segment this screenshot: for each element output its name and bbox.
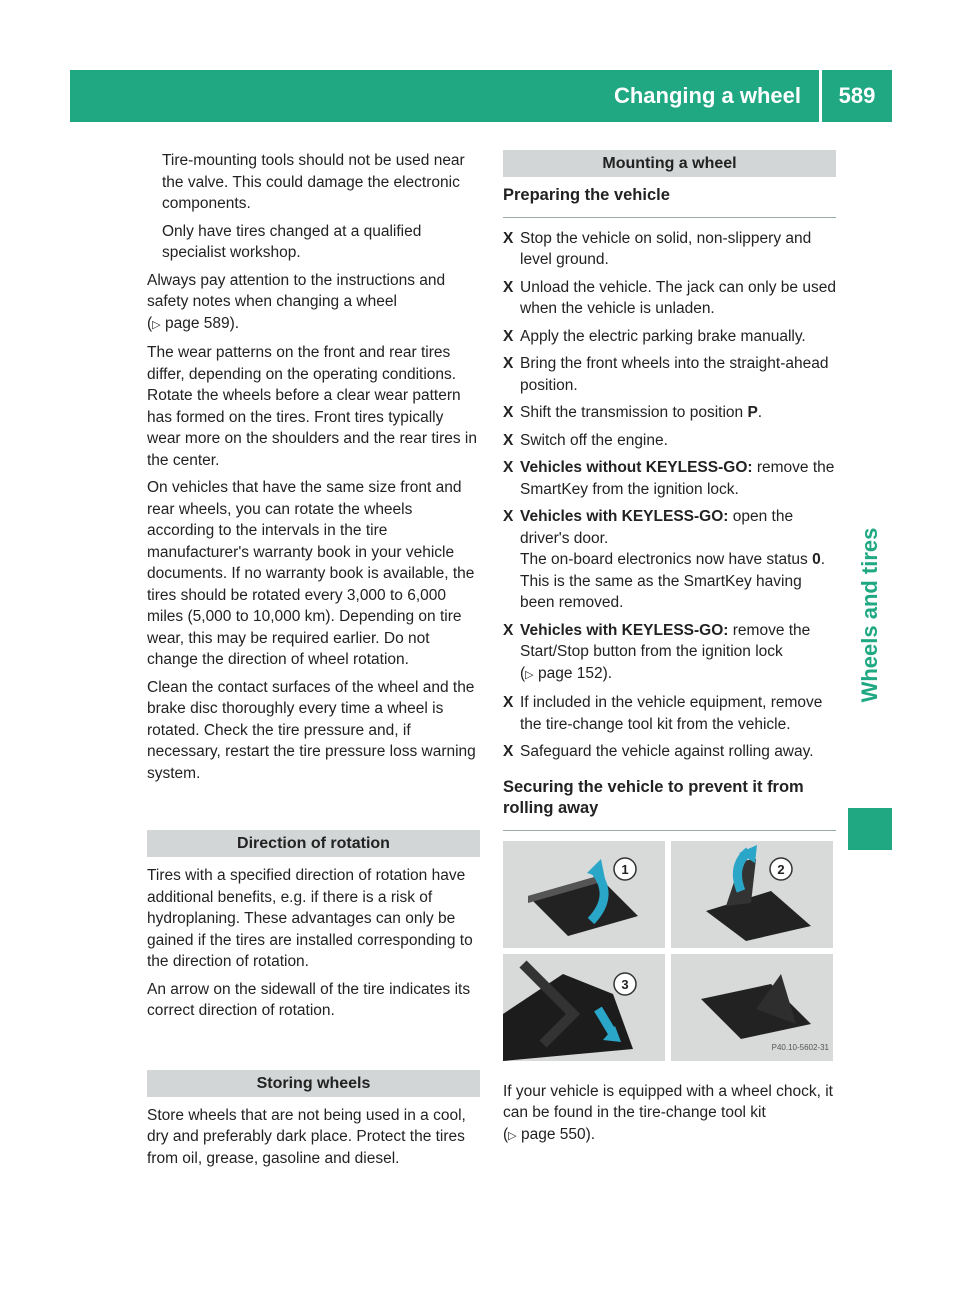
page-ref-icon: ▷ (152, 318, 161, 331)
page-ref-link[interactable]: page 550). (520, 1125, 596, 1143)
step-bold: Vehicles with KEYLESS-GO: (520, 508, 729, 525)
wheel-chock-figure (503, 841, 833, 1061)
step-item (503, 326, 836, 348)
figure-code: P40.10-5602-31 (771, 1043, 829, 1052)
step-item (503, 692, 836, 735)
step-text: Shift the transmission to position (520, 404, 748, 421)
step-text: Bring the front wheels into the straight-ahead position. (520, 355, 829, 394)
wheel-chock-lock-illustration (503, 954, 665, 1061)
callout-2-label: 2 (777, 861, 785, 877)
step-item (503, 430, 836, 452)
step-bold: Vehicles without KEYLESS-GO: (520, 459, 753, 476)
step-text: Switch off the engine. (520, 431, 668, 449)
step-bold: Vehicles with KEYLESS-GO: (520, 621, 729, 639)
section-heading: Direction of rotation (147, 830, 480, 857)
page-ref-icon: ▷ (525, 668, 534, 681)
side-tab (848, 500, 892, 730)
figure-panel-4 (671, 954, 833, 1061)
step-text: remove the Start/Stop button from the ignition lock (520, 621, 811, 660)
step-text: Safeguard the vehicle against rolling away. (520, 743, 814, 760)
section-heading: Storing wheels (147, 1070, 480, 1097)
step-marker-icon: X (503, 355, 514, 372)
figure-panel-1 (503, 841, 665, 948)
right-column (503, 150, 836, 1153)
page-number: 589 (838, 83, 876, 108)
body-paragraph: The wear patterns on the front and rear tires differ, depending on the operating conditions. Rotate the wheels before a clear wear pattern has formed on the tires. Front tires typically wear more on the shoulders and the rear tires in the center. (147, 344, 477, 469)
figure-panel-2 (671, 841, 833, 948)
step-note: . This is the same as the SmartKey having been removed. (520, 551, 826, 611)
body-paragraph: Store wheels that are not being used in a cool, dry and preferably dark place. Protect the tires from oil, grease, gasoline and diesel. (147, 1106, 466, 1167)
section-heading: Mounting a wheel (503, 150, 836, 177)
step-bold: P (747, 404, 758, 421)
step-list (503, 228, 836, 763)
step-marker-icon: X (503, 327, 514, 345)
body-paragraph: Clean the contact surfaces of the wheel and the brake disc thoroughly every time a wheel is rotated. Check the tire pressure and, if necessary, restart the tire pressure loss warning system. (147, 678, 476, 782)
chapter-title: Changing a wheel (614, 70, 822, 122)
step-marker-icon: X (503, 694, 514, 711)
body-paragraph: Always pay attention to the instructions and safety notes when changing a wheel (▷ page 589). (147, 271, 446, 332)
step-marker-icon: X (503, 508, 514, 525)
page-ref-link[interactable]: page 152). (537, 664, 613, 682)
step-text: Apply the electric parking brake manually. (520, 327, 806, 345)
wheel-chock-raised-illustration (671, 841, 833, 948)
step-text: If included in the vehicle equipment, remove the tire-change tool kit from the vehicle. (520, 694, 823, 733)
callout-1-label: 1 (621, 861, 629, 877)
step-item (503, 402, 836, 424)
page-header (70, 70, 892, 122)
step-text: Stop the vehicle on solid, non-slippery and level ground. (520, 229, 812, 268)
step-item (503, 506, 836, 614)
step-text: open the driver's door. (520, 508, 794, 547)
step-marker-icon: X (503, 431, 514, 449)
step-item (503, 457, 836, 500)
page-ref-icon: ▷ (508, 1129, 517, 1142)
step-item (503, 277, 836, 320)
step-marker-icon: X (503, 404, 514, 421)
step-text: . (757, 404, 763, 421)
page-ref-link[interactable]: page 589). (164, 314, 240, 332)
figure-panel-3 (503, 954, 665, 1061)
paragraph-text: Always pay attention to the instructions and safety notes when changing a wheel (147, 271, 446, 310)
note-paragraph: Only have tires changed at a qualified specialist workshop. (162, 222, 422, 261)
wheel-chock-folded-illustration (503, 841, 665, 948)
step-note: The on-board electronics now have status (520, 551, 813, 568)
step-item (503, 228, 836, 271)
divider (503, 830, 836, 831)
body-paragraph: Tires with a specified direction of rotation have additional benefits, e.g. if there is a risk of hydroplaning. These advantages can only be gained if the tires are installed corresponding to the direction of rotation. (147, 867, 473, 970)
subsection-heading: Preparing the vehicle (503, 186, 670, 204)
step-marker-icon: X (503, 621, 514, 639)
body-paragraph: If your vehicle is equipped with a wheel chock, it can be found in the tire-change tool kit (▷ page 550). (503, 1082, 833, 1143)
step-item (503, 741, 836, 763)
body-paragraph: On vehicles that have the same size front and rear wheels, you can rotate the wheels according to the intervals in the tire manufacturer's warranty book in your vehicle documents. If no warranty book is available, the tires should be rotated every 3,000 to 6,000 miles (5,000 to 10,000 km). Depending on tire wear, this may be required earlier. Do not change the direction of wheel rotation. (147, 479, 475, 668)
body-paragraph: An arrow on the sidewall of the tire indicates its correct direction of rotation. (147, 980, 471, 1019)
callout-3-label: 3 (621, 976, 629, 992)
paragraph-text: If your vehicle is equipped with a wheel chock, it can be found in the tire-change tool kit (503, 1082, 833, 1121)
step-marker-icon: X (503, 743, 514, 760)
step-marker-icon: X (503, 278, 514, 296)
step-text: Unload the vehicle. The jack can only be used when the vehicle is unladen. (520, 278, 836, 317)
step-marker-icon: X (503, 229, 514, 247)
divider (503, 217, 836, 218)
left-column (147, 150, 480, 1175)
step-item (503, 353, 836, 396)
step-text: remove the SmartKey from the ignition lock. (520, 459, 835, 498)
step-item: X Vehicles with KEYLESS-GO: remove the Start/Stop button from the ignition lock (▷ page 152). (503, 621, 811, 682)
step-bold: 0 (812, 551, 821, 568)
step-marker-icon: X (503, 459, 514, 476)
side-tab-label: Wheels and tires (857, 527, 882, 703)
side-marker (848, 808, 892, 850)
subsection-heading: Securing the vehicle to prevent it from rolling away (503, 777, 804, 817)
note-paragraph: Tire-mounting tools should not be used near the valve. This could damage the electronic components. (162, 152, 465, 212)
